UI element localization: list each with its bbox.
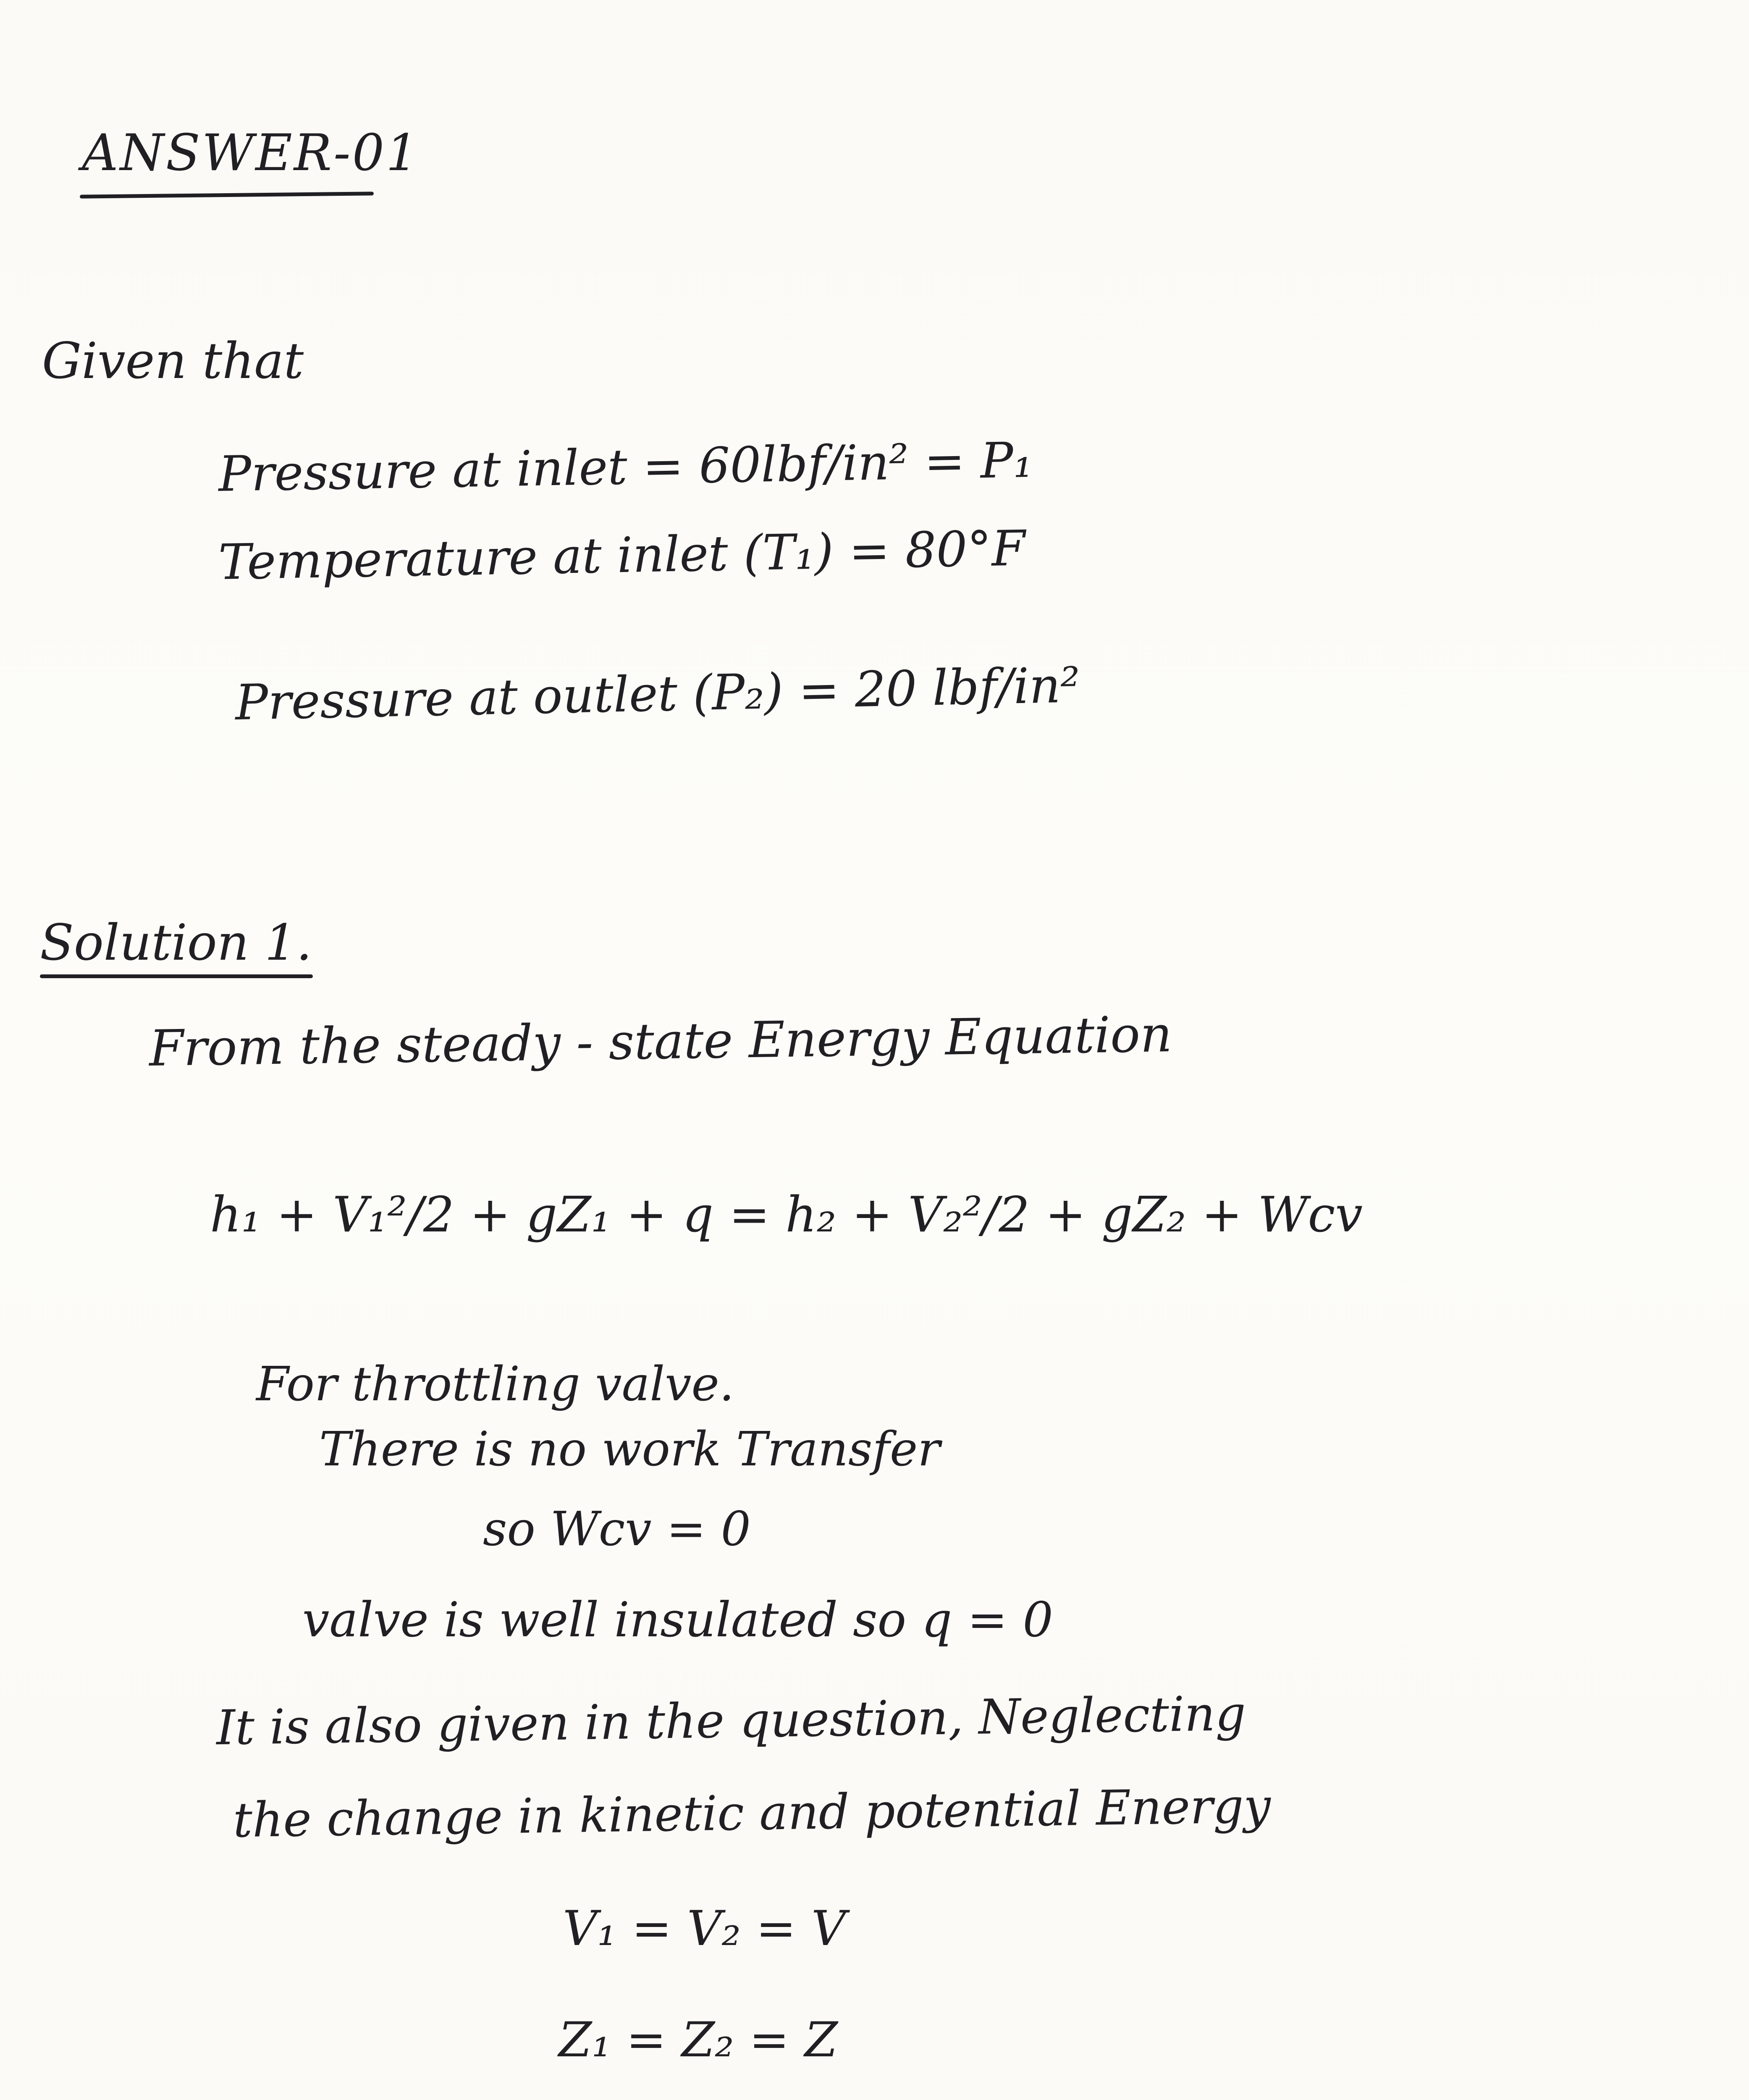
energy-equation: h₁ + V₁²/2 + gZ₁ + q = h₂ + V₂²/2 + gZ₂ + Wcv: [210, 1186, 1363, 1243]
answer-heading: ANSWER-01: [82, 124, 420, 182]
given-intro: Given that: [42, 332, 304, 390]
insulated-line: valve is well insulated so q = 0: [302, 1592, 1053, 1648]
height-equality: Z₁ = Z₂ = Z: [559, 2012, 838, 2068]
wcv-zero-line: so Wcv = 0: [483, 1502, 751, 1557]
answer-heading-underline: [80, 192, 374, 198]
no-work-line: There is no work Transfer: [319, 1422, 940, 1477]
solution-intro: From the steady - state Energy Equation: [149, 1005, 1172, 1077]
kinetic-potential-line: the change in kinetic and potential Energy: [233, 1777, 1271, 1848]
given-line-inlet-temperature: Temperature at inlet (T₁) = 80°F: [218, 520, 1026, 591]
solution-heading: Solution 1.: [40, 914, 312, 971]
velocity-equality: V₁ = V₂ = V: [563, 1900, 846, 1956]
given-line-inlet-pressure: Pressure at inlet = 60lbf/in² = P₁: [218, 432, 1033, 503]
given-line-outlet-pressure: Pressure at outlet (P₂) = 20 lbf/in²: [234, 656, 1081, 732]
solution-heading-underline: [40, 974, 313, 978]
neglecting-line: It is also given in the question, Neglecting: [216, 1685, 1246, 1756]
throttling-valve-line: For throttling valve.: [256, 1357, 734, 1412]
